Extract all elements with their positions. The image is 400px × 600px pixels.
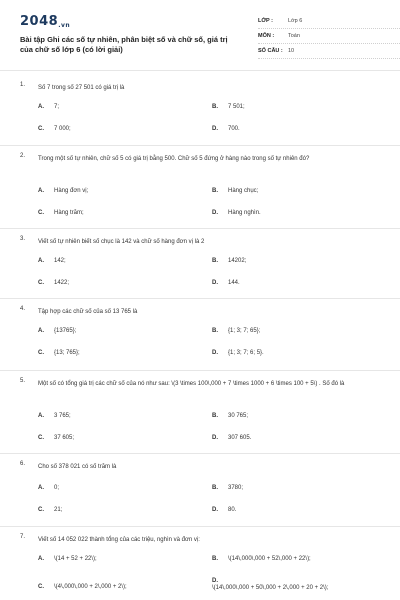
option-c[interactable] [38, 584, 127, 590]
question-number: 4. [20, 306, 26, 312]
option-label: A. [38, 328, 44, 334]
option-d[interactable] [212, 280, 240, 286]
meta-value: 10 [288, 48, 295, 54]
divider [0, 70, 400, 71]
question-text: Viết số tự nhiên biết số chục là 142 và chữ số hàng đơn vị là 2 [38, 239, 205, 245]
option-d[interactable] [212, 435, 251, 441]
document-title: Bài tập Ghi các số tự nhiên, phân biệt số và chữ số, giá trị của chữ số lớp 6 (có lời giải) [20, 35, 228, 54]
option-label: B. [212, 413, 218, 419]
logo-suffix: .vn [58, 22, 71, 29]
option-text: {1; 3; 7; 6; 5}. [228, 350, 264, 356]
meta-row-class [258, 14, 400, 29]
option-b[interactable] [212, 556, 311, 562]
option-text: 1422; [54, 280, 70, 286]
option-d[interactable] [212, 507, 236, 513]
option-a[interactable] [38, 188, 88, 194]
meta-row-count [258, 44, 400, 59]
question-number: 3. [20, 236, 26, 242]
option-a[interactable] [38, 104, 59, 110]
option-label: D. [212, 350, 218, 356]
question-3 [20, 236, 385, 296]
document-header [20, 14, 382, 62]
option-d[interactable] [212, 578, 385, 593]
option-label: B. [212, 104, 218, 110]
divider [0, 453, 400, 454]
option-b[interactable] [212, 104, 245, 110]
option-c[interactable] [38, 210, 84, 216]
question-5 [20, 378, 385, 450]
option-c[interactable] [38, 507, 62, 513]
option-a[interactable] [38, 556, 97, 562]
question-1 [20, 82, 385, 142]
divider [0, 370, 400, 371]
option-label: A. [38, 258, 44, 264]
option-text: 37 605; [54, 435, 75, 441]
option-label: C. [38, 126, 44, 132]
option-label: A. [38, 104, 44, 110]
option-text: \(14\,000\,000 + 52\,000 + 22\); [228, 556, 311, 562]
option-label: C. [38, 507, 44, 513]
meta-value: Toán [288, 33, 300, 39]
question-text: Cho số 378 021 có số trăm là [38, 464, 117, 470]
option-text: 307 605. [228, 435, 252, 441]
option-text: 30 765; [228, 413, 249, 419]
option-c[interactable] [38, 126, 71, 132]
option-label: A. [38, 188, 44, 194]
option-b[interactable] [212, 485, 243, 491]
option-text: {1; 3; 7; 65}; [228, 328, 261, 334]
question-number: 2. [20, 153, 26, 159]
meta-key: LỚP : [258, 18, 273, 24]
question-text: Tập hợp các chữ số của số 13 765 là [38, 309, 138, 315]
question-4 [20, 306, 385, 366]
option-text: 7; [54, 104, 60, 110]
option-text: 80. [228, 507, 237, 513]
option-a[interactable] [38, 328, 76, 334]
option-text: {13; 765}; [54, 350, 80, 356]
divider [0, 526, 400, 527]
option-label: C. [38, 280, 44, 286]
option-label: D. [212, 280, 218, 286]
divider [0, 298, 400, 299]
option-label: C. [38, 210, 44, 216]
option-text: Hàng nghìn. [228, 210, 261, 216]
meta-info [258, 14, 400, 59]
option-label: D. [212, 507, 218, 513]
option-a[interactable] [38, 485, 59, 491]
meta-key: SỐ CÂU : [258, 48, 283, 54]
question-text: Số 7 trong số 27 501 có giá trị là [38, 85, 125, 91]
option-label: B. [212, 556, 218, 562]
option-label: C. [38, 435, 44, 441]
option-text: {13765}; [54, 328, 77, 334]
option-b[interactable] [212, 413, 248, 419]
option-label: A. [38, 556, 44, 562]
question-2 [20, 153, 385, 223]
option-b[interactable] [212, 258, 246, 264]
option-d[interactable] [212, 126, 240, 132]
question-text: Viết số 14 052 022 thành tổng của các triệu, nghìn và đơn vị: [38, 537, 200, 543]
option-text: 21; [54, 507, 63, 513]
option-a[interactable] [38, 258, 66, 264]
option-label: D. [212, 578, 218, 584]
option-c[interactable] [38, 280, 69, 286]
option-label: D. [212, 210, 218, 216]
option-label: D. [212, 126, 218, 132]
option-label: A. [38, 485, 44, 491]
question-number: 6. [20, 461, 26, 467]
option-d[interactable] [212, 350, 264, 356]
option-c[interactable] [38, 435, 74, 441]
option-text: 3780; [228, 485, 244, 491]
meta-value: Lớp 6 [288, 18, 303, 24]
option-text: Hàng chục; [228, 188, 259, 194]
option-d[interactable] [212, 210, 261, 216]
option-a[interactable] [38, 413, 71, 419]
option-text: \(4\,000\,000 + 2\,000 + 2\); [54, 584, 127, 590]
option-text: 7 501; [228, 104, 245, 110]
option-text: 3 765; [54, 413, 71, 419]
option-text: Hàng đơn vị; [54, 188, 89, 194]
question-number: 7. [20, 534, 26, 540]
meta-key: MÔN : [258, 33, 275, 39]
divider [0, 228, 400, 229]
option-text: Hàng trăm; [54, 210, 84, 216]
option-label: C. [38, 350, 44, 356]
option-c[interactable] [38, 350, 80, 356]
question-text: Trong một số tự nhiên, chữ số 5 có giá trị bằng 500. Chữ số 5 đứng ở hàng nào trong số tự nhiên đó? [38, 156, 310, 162]
question-6 [20, 461, 385, 521]
option-label: B. [212, 258, 218, 264]
option-label: B. [212, 328, 218, 334]
option-label: D. [212, 435, 218, 441]
option-label: C. [38, 584, 44, 590]
option-text: 142; [54, 258, 66, 264]
option-text: 144. [228, 280, 240, 286]
site-logo[interactable] [20, 14, 70, 29]
option-text: 14202; [228, 258, 247, 264]
option-text: 0; [54, 485, 60, 491]
option-text: \(14 + 52 + 22\); [54, 556, 97, 562]
option-label: A. [38, 413, 44, 419]
divider [0, 145, 400, 146]
question-number: 5. [20, 378, 26, 384]
option-text: \(14\,000\,000 + 50\,000 + 2\,000 + 20 + 2\); [212, 585, 329, 591]
logo-main: 2048 [20, 14, 59, 29]
option-text: 7 000; [54, 126, 71, 132]
meta-row-subject [258, 29, 400, 44]
option-label: B. [212, 485, 218, 491]
option-text: 700. [228, 126, 240, 132]
question-7 [20, 534, 385, 600]
option-label: B. [212, 188, 218, 194]
question-number: 1. [20, 82, 26, 88]
option-b[interactable] [212, 328, 260, 334]
question-text: Một số có tổng giá trị các chữ số của nó như sau: \(3 \times 100\,000 + 7 \times 1000 + 6 \times 100 + 5\) . Số đó là [38, 381, 345, 387]
option-b[interactable] [212, 188, 258, 194]
